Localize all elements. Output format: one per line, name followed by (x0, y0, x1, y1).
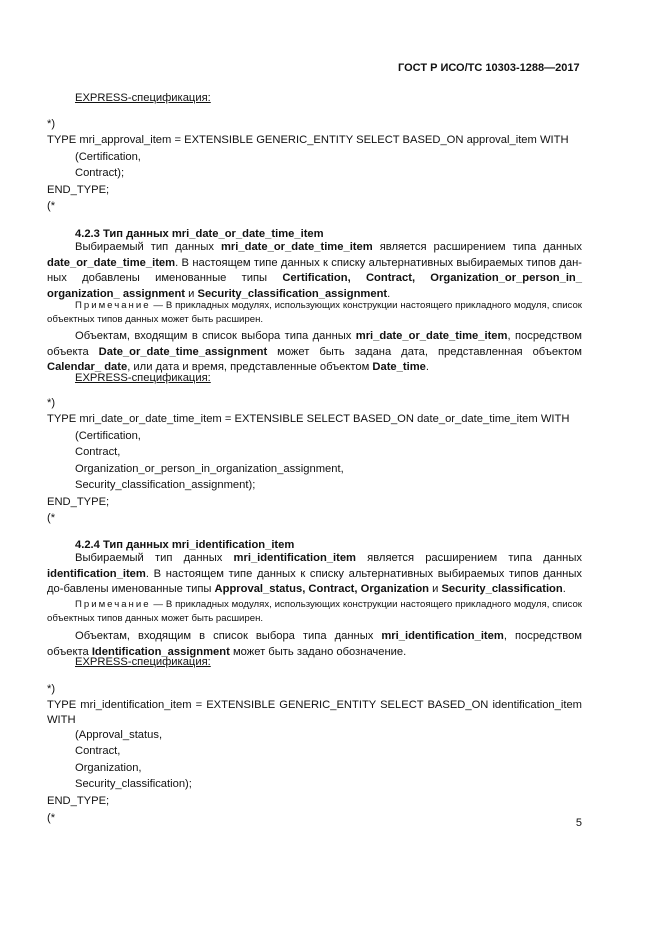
end-type: END_TYPE; (47, 496, 110, 508)
type-declaration: TYPE mri_identification_item = EXTENSIBLE GENERIC_ENTITY SELECT BASED_ON identification_item (47, 699, 582, 711)
end-type: END_TYPE; (47, 795, 110, 807)
paragraph: Объектам, входящим в список выбора типа данных mri_identification_item, посредством объекта Identification_assignment может быть задано обозначение. (47, 630, 582, 658)
select-item: Security_classification_assignment); (75, 479, 256, 491)
express-spec-label: EXPRESS-спецификация: (75, 372, 211, 384)
select-item: (Certification, (75, 430, 141, 442)
section-heading-4-2-4: 4.2.4 Тип данных mri_identification_item (75, 539, 295, 551)
paragraph: Выбираемый тип данных mri_identification_item является расширением типа данных identification_item. В настоящем типе данных к списку альтернативных выбираемых типов данных до-бавлены именованные типы Approval_status, Contract, Organization и Security_classification. (47, 552, 582, 596)
paragraph: Выбираемый тип данных mri_date_or_date_time_item является расширением типа данных date_or_date_time_item. В настоящем типе данных к списку альтернативных выбираемых типов дан-ных добавлены именованные типы Certification, Contract, Organization_or_person_in_ organization_ assignment и Security_classification_assignment. (47, 241, 582, 301)
comment-open: (* (47, 200, 56, 212)
select-item: Organization_or_person_in_organization_assignment, (75, 463, 344, 475)
select-item: Contract, (75, 446, 121, 458)
type-declaration-cont: WITH (47, 714, 76, 726)
select-item: Contract, (75, 745, 121, 757)
comment-close: *) (47, 118, 56, 130)
express-spec-label: EXPRESS-спецификация: (75, 92, 211, 104)
note: Примечание — В прикладных модулях, использующих конструкции настоящего прикладного модуля, список объектных типов данных может быть расширен. (47, 300, 582, 325)
comment-open: (* (47, 512, 56, 524)
select-item: (Approval_status, (75, 729, 163, 741)
comment-close: *) (47, 397, 56, 409)
select-item: (Certification, (75, 151, 141, 163)
section-heading-4-2-3: 4.2.3 Тип данных mri_date_or_date_time_item (75, 228, 324, 240)
type-declaration: TYPE mri_date_or_date_time_item = EXTENSIBLE SELECT BASED_ON date_or_date_time_item WITH (47, 413, 570, 425)
note: Примечание — В прикладных модулях, использующих конструкции настоящего прикладного модуля, список объектных типов данных может быть расширен. (47, 599, 582, 624)
express-spec-label: EXPRESS-спецификация: (75, 656, 211, 668)
document-header: ГОСТ Р ИСО/ТС 10303-1288—2017 (398, 62, 580, 74)
paragraph: Объектам, входящим в список выбора типа данных mri_date_or_date_time_item, посредством объекта Date_or_date_time_assignment может быть задана дата, представленная объектом Calendar_ date, или дата и время, представленные объектом Date_time. (47, 330, 582, 374)
type-declaration: TYPE mri_approval_item = EXTENSIBLE GENERIC_ENTITY SELECT BASED_ON approval_item WITH (47, 134, 569, 146)
end-type: END_TYPE; (47, 184, 110, 196)
select-item: Security_classification); (75, 778, 192, 790)
select-item: Contract); (75, 167, 125, 179)
comment-close: *) (47, 683, 56, 695)
select-item: Organization, (75, 762, 142, 774)
page-number: 5 (575, 817, 582, 829)
comment-open: (* (47, 812, 56, 824)
